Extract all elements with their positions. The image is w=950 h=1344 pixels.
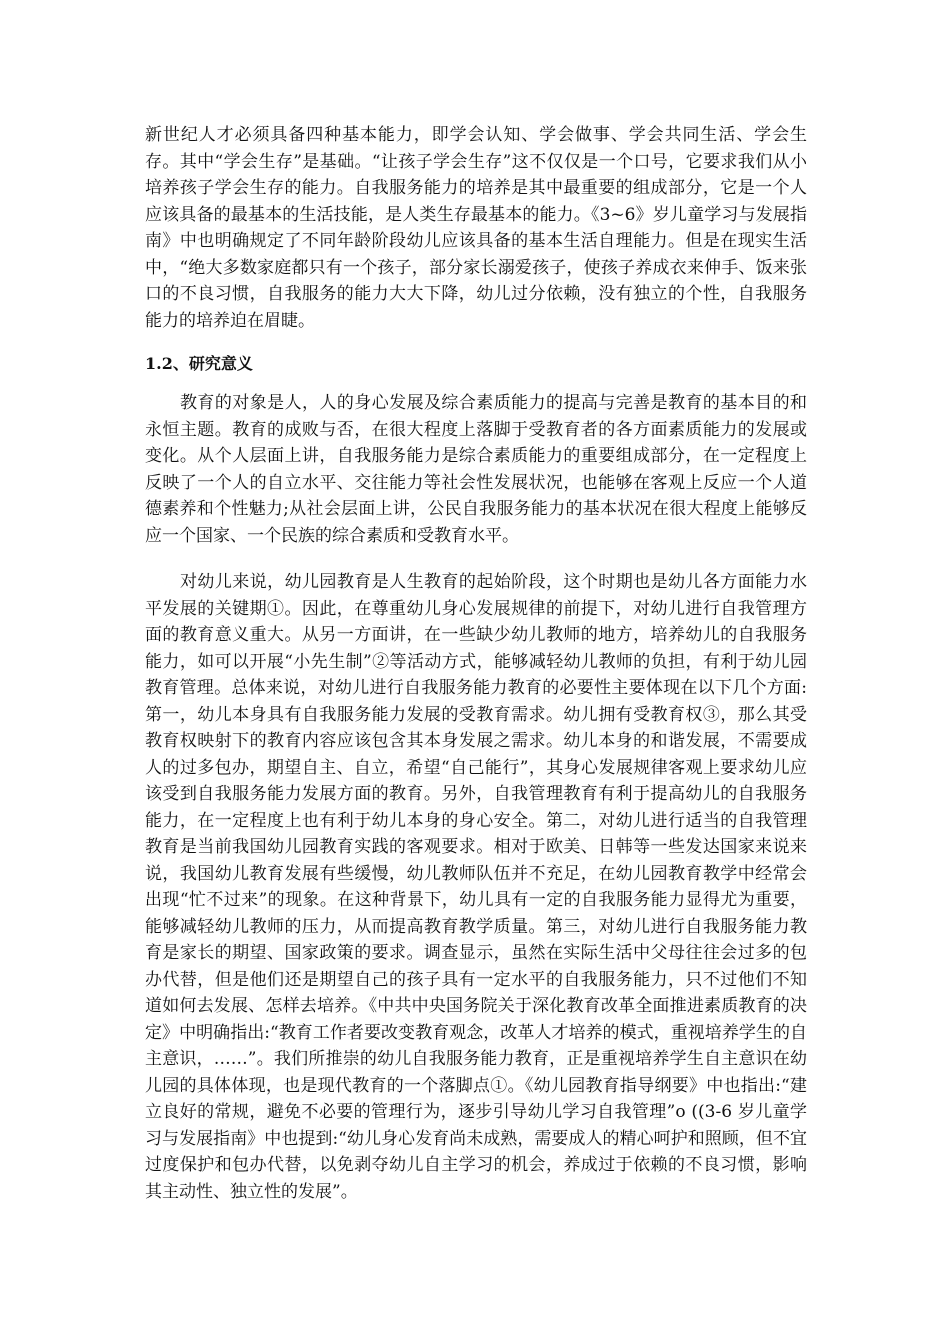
paragraph-background: 新世纪人才必须具备四种基本能力，即学会认知、学会做事、学会共同生活、学会生存。其中“学会生存”是基础。“让孩子学会生存”这不仅仅是一个口号，它要求我们从小培养孩子学会生存的能力。自我服务能力的培养是其中最重要的组成部分，它是一个人应该具备的最基本的生活技能，是人类生存最基本的能力。《3~6》岁儿童学习与发展指南》中也明确规定了不同年龄阶段幼儿应该具备的基本生活自理能力。但是在现实生活中，“绝大多数家庭都只有一个孩子，部分家长溺爱孩子，使孩子养成衣来伸手、饭来张口的不良习惯，自我服务的能力大大下降，幼儿过分依赖，没有独立的个性，自我服务能力的培养迫在眉睫。 [145,125,807,331]
paragraph-necessity: 对幼儿来说，幼儿园教育是人生教育的起始阶段，这个时期也是幼儿各方面能力水平发展的关键期①。因此，在尊重幼儿身心发展规律的前提下，对幼儿进行自我管理方面的教育意义重大。从另一方面讲，在一些缺少幼儿教师的地方，培养幼儿的自我服务能力，如可以开展“小先生制”②等活动方式，能够减轻幼儿教师的负担，有利于幼儿园教育管理。总体来说，对幼儿进行自我服务能力教育的必要性主要体现在以下几个方面:第一，幼儿本身具有自我服务能力发展的受教育需求。幼儿拥有受教育权③，那么其受教育权映射下的教育内容应该包含其本身发展之需求。幼儿本身的和谐发展，不需要成人的过多包办，期望自主、自立，希望“自己能行”，其身心发展规律客观上要求幼儿应该受到自我服务能力发展方面的教育。另外，自我管理教育有利于提高幼儿的自我服务能力，在一定程度上也有利于幼儿本身的身心安全。第二，对幼儿进行适当的自我管理教育是当前我国幼儿园教育实践的客观要求。相对于欧美、日韩等一些发达国家来说来说，我国幼儿教育发展有些缓慢，幼儿教师队伍并不充足，在幼儿园教育教学中经常会出现“忙不过来”的现象。在这种背景下，幼儿具有一定的自我服务能力显得尤为重要，能够减轻幼儿教师的压力，从而提高教育教学质量。第三，对幼儿进行自我服务能力教育是家长的期望、国家政策的要求。调查显示，虽然在实际生活中父母往往会过多的包办代替，但是他们还是期望自己的孩子具有一定水平的自我服务能力，只不过他们不知道如何去发展、怎样去培养。《中共中央国务院关于深化教育改革全面推进素质教育的决定》中明确指出:“教育工作者要改变教育观念，改革人才培养的模式，重视培养学生的自主意识，……”。我们所推崇的幼儿自我服务能力教育，正是重视培养学生自主意识在幼儿园的具体体现，也是现代教育的一个落脚点①。《幼儿园教育指导纲要》中也指出:“建立良好的常规，避免不必要的管理行为，逐步引导幼儿学习自我管理”o ((3-6 岁儿童学习与发展指南》中也提到:“幼儿身心发育尚未成熟，需要成人的精心呵护和照顾，但不宜过度保护和包办代替，以免剥夺幼儿自主学习的机会，养成过于依赖的不良习惯，影响其主动性、独立性的发展”。 [145,572,807,1202]
section-heading: 1.2、研究意义 [145,354,253,373]
document-body [145,122,807,1205]
paragraph-significance: 教育的对象是人，人的身心发展及综合素质能力的提高与完善是教育的基本目的和永恒主题。教育的成败与否，在很大程度上落脚于受教育者的各方面素质能力的发展或变化。从个人层面上讲，自我服务能力是综合素质能力的重要组成部分，在一定程度上反映了一个人的自立水平、交往能力等社会性发展状况，也能够在客观上反应一个人道德素养和个性魅力;从社会层面上讲，公民自我服务能力的基本状况在很大程度上能够反应一个国家、一个民族的综合素质和受教育水平。 [145,393,807,546]
